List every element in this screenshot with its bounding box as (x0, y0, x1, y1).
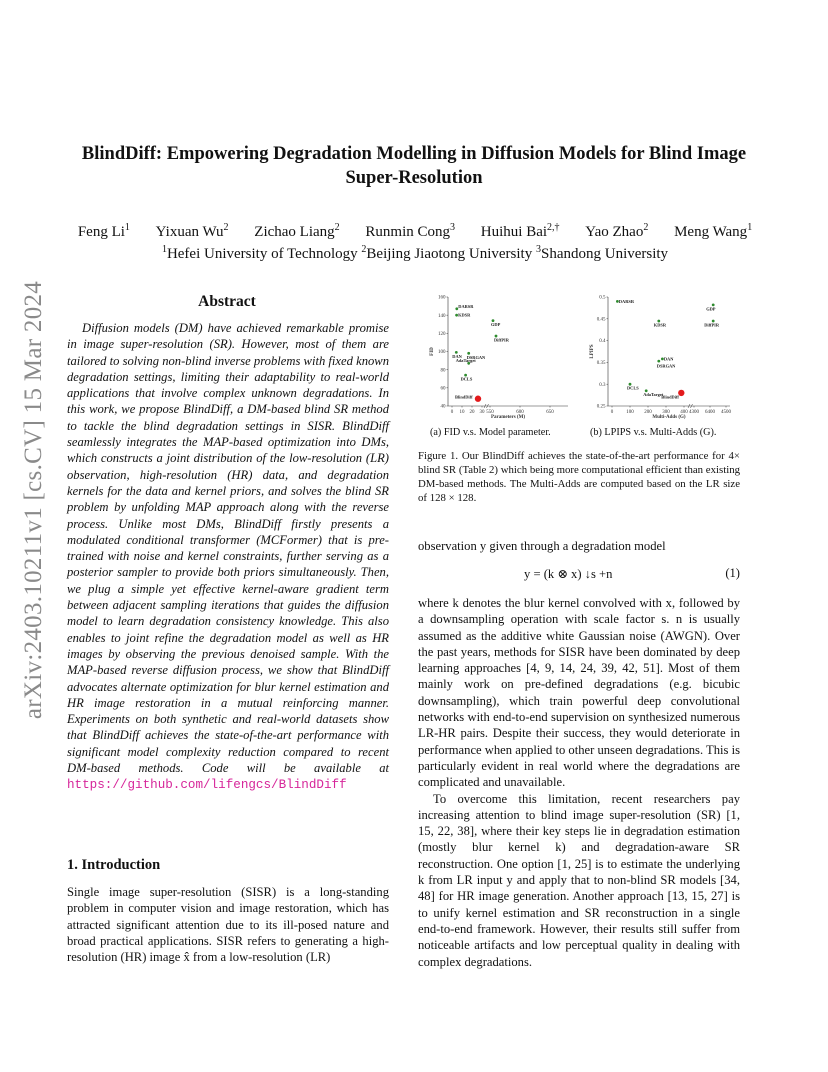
y-tick-label: 160 (438, 295, 446, 301)
x-tick-label: 4300 (689, 410, 699, 415)
equation-number: (1) (725, 566, 740, 580)
x-tick-label: 650 (546, 410, 554, 415)
data-label-blinddiff: BlindDiff (661, 394, 679, 400)
equation-1 (418, 566, 740, 584)
y-axis-label: FID (430, 347, 435, 356)
paragraph: To overcome this limitation, recent researchers pay increasing attention to blind image super-resolution (SR) [1, 15, 22, 38], where their key steps lie in degradation estimation (mostly blur kernel k) and degradation-aware SR reconstruction. One option [1, 25] is to estimate the underlying k from LR input y and apply that to non-blind SR models [34, 48] for HR image generation. Another approach [13, 15, 27] is to unify kernel estimation and SR reconstruction in a single end-to-end framework. However, their results still suffer from noticeable artifacts and low perceptual quality in dealing with complex degradations. (418, 791, 740, 969)
x-tick-label: 30 (479, 410, 485, 415)
arxiv-stamp: arXiv:2403.10211v1 [cs.CV] 15 Mar 2024 (20, 280, 47, 720)
data-label-dan: DAN (663, 356, 674, 362)
y-tick-label: 100 (438, 350, 446, 356)
paper-title: BlindDiff: Empowering Degradation Modelling in Diffusion Models for Blind Image Super-Resolution (81, 144, 747, 188)
y-tick-label: 0.3 (599, 382, 606, 388)
data-label-darsr: DARSR (458, 303, 474, 309)
author: Zichao Liang$^2$ (254, 222, 340, 240)
x-tick-label: 300 (662, 410, 670, 415)
x-tick-label: 600 (516, 410, 524, 415)
author: Runmin Cong$^3$ (365, 222, 456, 240)
author-block (60, 219, 770, 263)
author: Yao Zhao$^2$ (585, 222, 649, 240)
data-label-gdp: GDP (491, 322, 501, 328)
author-names (60, 219, 770, 241)
data-label-adatarget: AdaTarget (643, 392, 664, 398)
data-label-dan: DAN (452, 353, 462, 359)
x-tick-label: 100 (626, 410, 634, 415)
observation-text: observation y given through a degradation model (418, 539, 666, 553)
author: Yixuan Wu$^2$ (155, 222, 229, 240)
y-tick-label: 0.35 (596, 361, 606, 366)
x-axis-label: Multi-Adds (G) (652, 415, 686, 420)
x-tick-label: 550 (486, 410, 494, 415)
abstract-body: Diffusion models (DM) have achieved remarkable promise in image super-resolution (SR). However, most of them are tailored to solving non-blind inverse problems with fixed known degradation settings, limiting their adaptability to real-world applications that involve complex unknown degradations. In this work, we propose BlindDiff, a DM-based blind SR method to tackle the blind degradation settings in SISR. BlindDiff seamlessly integrates the MAP-based optimization into DMs, which constructs a joint distribution of the low-resolution (LR) observation, high-resolution (HR) data, and degradation kernels for the data and kernel priors, and solves the blind SR problem by unfolding MAP approach along with the reverse process. Unlike most DMs, BlindDiff firstly presents a modulated conditional transformer (MCFormer) that is pre-trained with noise and kernel constraints, further serving as a posterior sampler to provide both priors simultaneously. Then, we plug a simple yet effective kernel-aware gradient term between adjacent sampling iterations that guides the diffusion model to learn degradation consistency knowledge. This also enables to joint refine the degradation model as well as HR images by observing the previous denoised sample. With the MAP-based reverse diffusion process, we show that BlindDiff advocates alternate optimization for blur kernel estimation and HR image restoration in a mutual reinforcing manner. Experiments on both synthetic and real-world datasets show that BlindDiff achieves the state-of-the-art performance with significant model complexity reduction compared to recent DM-based methods. Code will be available at https://github.com/lifengcs/BlindDiff (67, 321, 389, 793)
subfigure-b (580, 291, 740, 438)
x-tick-label: 0 (610, 410, 614, 415)
x-tick-label: 20 (469, 410, 475, 415)
subfigure-b-caption: (b) LPIPS v.s. Multi-Adds (G). (590, 427, 717, 438)
x-tick-label: 10 (459, 410, 465, 415)
data-label-dcls: DCLS (460, 376, 473, 382)
data-label-darsr: DARSR (618, 298, 635, 304)
x-tick-label: 4500 (721, 410, 731, 415)
data-label-dsrgan: DSRGAN (466, 354, 486, 360)
data-point-blinddiff (475, 396, 481, 402)
data-label-diffpir: DiffPIR (494, 337, 509, 343)
x-axis-label: Parameters (M) (490, 415, 526, 420)
data-label-gdp: GDP (706, 306, 716, 312)
data-label-kdsr: KDSR (458, 312, 471, 318)
figure-caption: Figure 1. Our BlindDiff achieves the state-of-the-art performance for 4× blind SR (Table 2) which being more computational efficient than existing DM-based methods. The Multi-Adds are computed based on the LR size of 128 × 128. (418, 450, 740, 504)
y-tick-label: 0.5 (599, 295, 606, 301)
data-label-adatarget: AdaTarget (455, 357, 476, 363)
y-axis-label: LPIPS (590, 344, 595, 359)
equation-body: y = (k ⊗ x) ↓s +n (524, 567, 613, 581)
x-tick-label: 200 (644, 410, 652, 415)
y-tick-label: 80 (440, 368, 446, 374)
y-tick-label: 0.25 (596, 404, 606, 410)
x-tick-label: 6400 (705, 410, 715, 415)
y-tick-label: 0.4 (599, 339, 606, 345)
code-link[interactable]: https://github.com/lifengcs/BlindDiff (67, 778, 347, 793)
y-tick-label: 60 (440, 386, 446, 392)
subfigure-a (418, 291, 578, 438)
data-label-blinddiff: BlindDiff (455, 394, 473, 400)
y-tick-label: 40 (440, 404, 446, 410)
intro-paragraph: Single image super-resolution (SISR) is a long-standing problem in computer vision and image restoration, which has attracted significant attention due to its ill-posed nature and broad practical applications. SISR refers to generating a high-resolution (HR) image x̂ from a low-resolution (LR) (67, 885, 389, 965)
y-tick-label: 140 (438, 313, 446, 319)
fid-scatter-chart (418, 291, 578, 426)
author: Huihui Bai$^{2,\dagger}$ (480, 222, 560, 240)
abstract-heading: Abstract (198, 293, 256, 310)
data-point-blinddiff (678, 390, 684, 396)
y-tick-label: 120 (438, 331, 446, 337)
x-tick-label: 400 (680, 410, 688, 415)
author: Feng Li$^1$ (77, 222, 130, 240)
data-label-dsrgan: DSRGAN (656, 363, 676, 369)
data-label-kdsr: KDSR (653, 322, 667, 328)
y-tick-label: 0.45 (596, 317, 606, 323)
figure-1 (418, 291, 740, 439)
data-label-diffpir: DiffPIR (704, 322, 720, 328)
body-text (418, 595, 740, 970)
data-point-dsrgan (657, 360, 660, 363)
data-label-dcls: DCLS (627, 385, 639, 391)
paragraph: where k denotes the blur kernel convolved with x, followed by a downsampling operation with scale factor s. n is usually assumed as the additive white Gaussian noise (AWGN). Over the past years, methods for SISR have been dominated by deep learning approaches [4, 9, 14, 24, 39, 42, 51]. Most of them mainly work on pre-defined degradations (e.g. bicubic downsampling), which train powerful deep convolutional networks with end-to-end supervision on synthesized numerous LR-HR pairs. Despite their success, they would deteriorate in performance when applied to other unseen degradations. This is particularly evident in real world where the degradations are complicated and unavailable. (418, 596, 740, 790)
author: Meng Wang$^1$ (674, 222, 753, 240)
x-tick-label: 0 (450, 410, 454, 415)
subfigure-a-caption: (a) FID v.s. Model parameter. (430, 427, 551, 438)
section-heading: 1. Introduction (67, 857, 161, 873)
lpips-scatter-chart (580, 291, 740, 426)
affiliations: $^1$Hefei University of Technology $^2$Beijing Jiaotong University $^3$Shandong University (161, 244, 669, 262)
